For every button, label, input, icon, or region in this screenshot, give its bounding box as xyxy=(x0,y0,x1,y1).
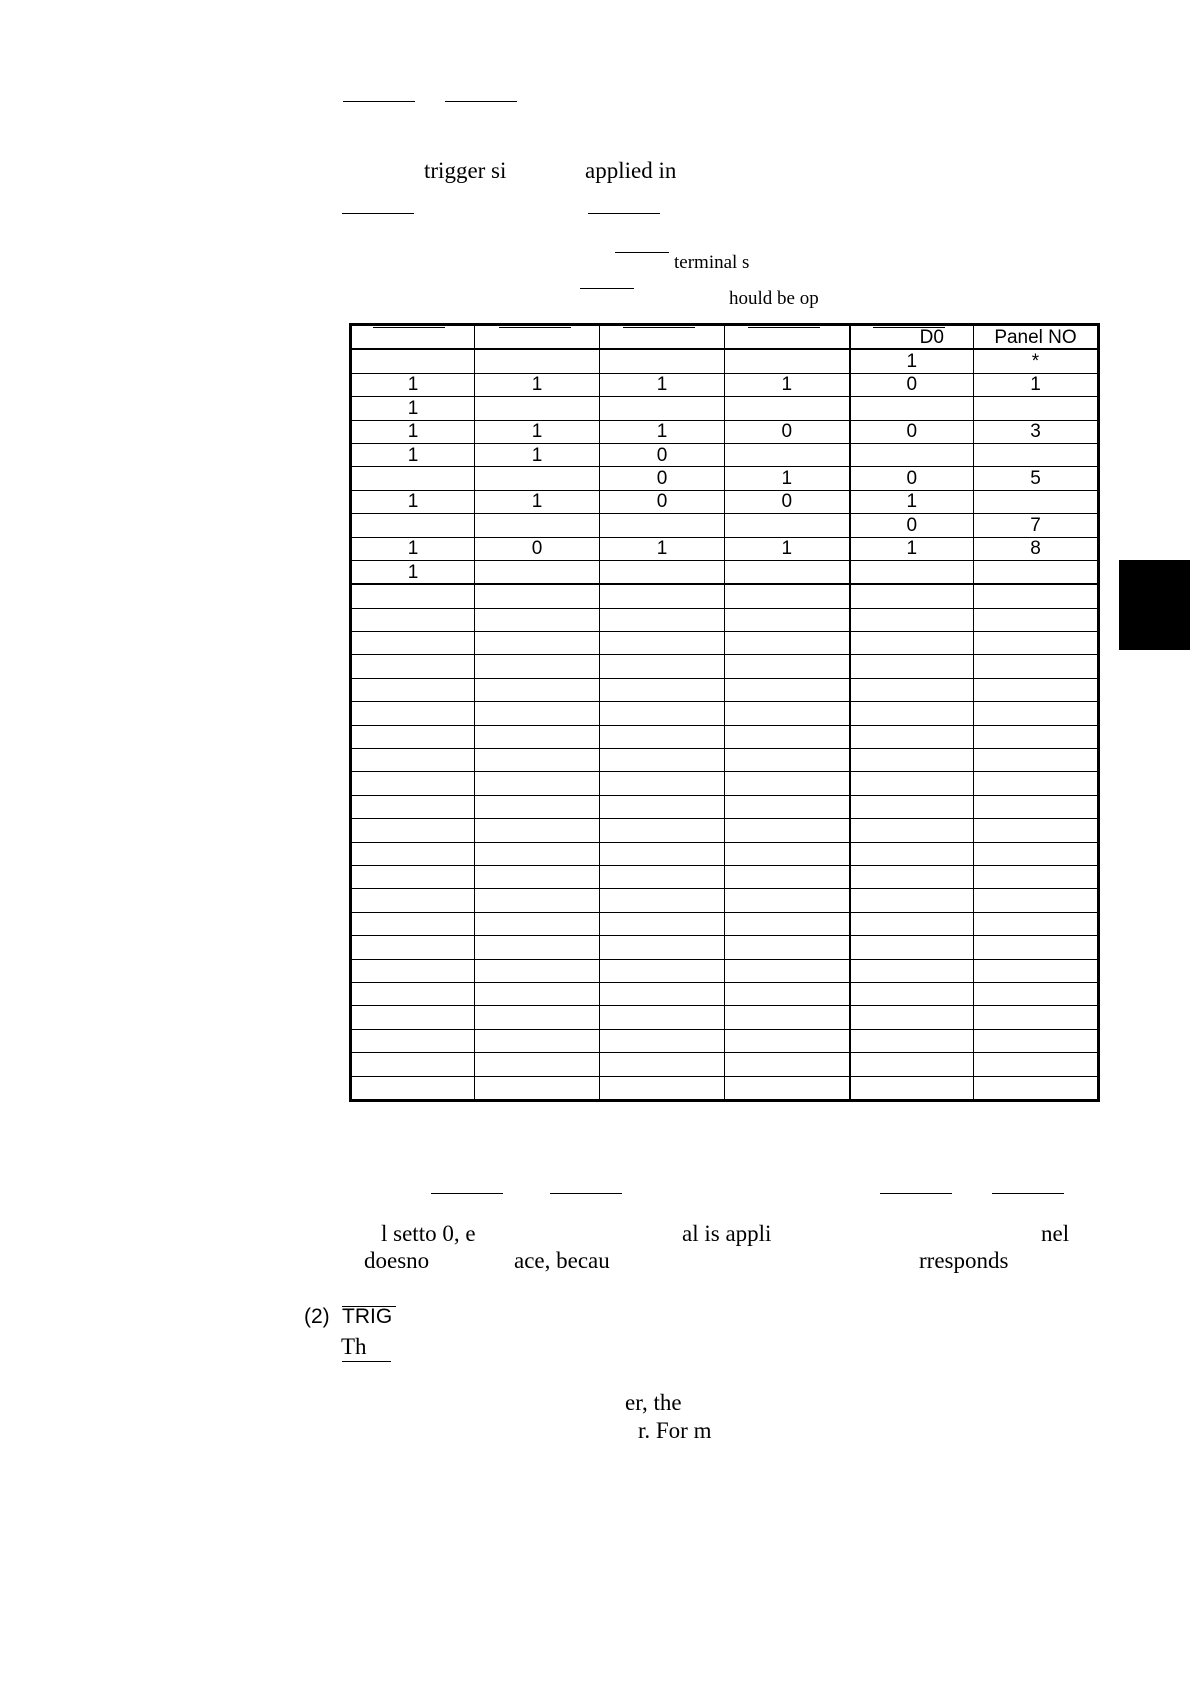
table-cell xyxy=(351,632,475,655)
table-cell: 0 xyxy=(850,420,974,443)
table-cell xyxy=(850,959,974,982)
table-cell xyxy=(351,584,475,608)
table-cell xyxy=(475,842,600,865)
table-cell xyxy=(475,889,600,912)
table-cell: 1 xyxy=(600,537,725,560)
table-cell xyxy=(850,1076,974,1100)
table-cell xyxy=(475,514,600,537)
table-cell xyxy=(850,819,974,842)
table-cell xyxy=(475,749,600,772)
table-row xyxy=(351,537,1099,560)
table-cell xyxy=(351,959,475,982)
table-cell xyxy=(475,349,600,373)
table-cell xyxy=(351,1006,475,1029)
section-number: (2) xyxy=(304,1305,330,1328)
table-row xyxy=(351,819,1099,842)
table-cell xyxy=(475,397,600,420)
table-cell xyxy=(475,1053,600,1076)
table-row xyxy=(351,772,1099,795)
table-cell xyxy=(725,1053,850,1076)
table-cell xyxy=(600,632,725,655)
table-cell: 1 xyxy=(475,420,600,443)
table-cell xyxy=(850,936,974,959)
header-cell xyxy=(600,325,725,350)
table-cell xyxy=(475,725,600,748)
table-cell xyxy=(600,1029,725,1052)
table-cell xyxy=(725,584,850,608)
text-fragment: nel xyxy=(1041,1221,1070,1246)
table-row xyxy=(351,982,1099,1005)
table-cell xyxy=(974,959,1099,982)
table-cell: 1 xyxy=(600,420,725,443)
header-cell xyxy=(725,325,850,350)
table-cell xyxy=(600,702,725,725)
table-cell xyxy=(725,772,850,795)
table-cell: 8 xyxy=(974,537,1099,560)
table-cell xyxy=(725,819,850,842)
table-cell xyxy=(600,1053,725,1076)
table-cell xyxy=(725,912,850,935)
text-fragment: applied in xyxy=(585,158,677,183)
text-fragment: l setto 0, e xyxy=(381,1221,476,1246)
table-cell xyxy=(974,632,1099,655)
table-cell xyxy=(351,349,475,373)
table-row xyxy=(351,443,1099,466)
table-cell: 0 xyxy=(600,467,725,490)
overline-decoration xyxy=(343,101,415,102)
table-cell xyxy=(725,514,850,537)
overline-decoration xyxy=(550,1193,622,1194)
table-cell: 1 xyxy=(850,537,974,560)
table-cell xyxy=(475,1029,600,1052)
table-cell xyxy=(475,936,600,959)
table-cell xyxy=(725,795,850,818)
table-cell xyxy=(850,584,974,608)
table-cell xyxy=(600,889,725,912)
table-cell: 1 xyxy=(351,373,475,396)
table-cell xyxy=(725,842,850,865)
table-cell: 1 xyxy=(351,490,475,513)
table-row xyxy=(351,889,1099,912)
text-fragment: r. For m xyxy=(638,1418,712,1443)
chapter-tab xyxy=(1119,560,1190,650)
table-cell xyxy=(351,702,475,725)
table-cell xyxy=(475,467,600,490)
table-cell xyxy=(725,725,850,748)
table-cell xyxy=(850,560,974,584)
table-cell xyxy=(475,702,600,725)
table-cell xyxy=(974,1029,1099,1052)
panel-select-table xyxy=(349,323,1100,1102)
table-cell xyxy=(974,819,1099,842)
table-cell xyxy=(974,1053,1099,1076)
table-cell xyxy=(725,655,850,678)
table-cell xyxy=(351,678,475,701)
table-cell: 0 xyxy=(600,443,725,466)
table-cell: 1 xyxy=(351,397,475,420)
table-cell xyxy=(850,795,974,818)
table-cell: * xyxy=(974,349,1099,373)
table-cell xyxy=(351,1053,475,1076)
table-row xyxy=(351,678,1099,701)
table-row xyxy=(351,655,1099,678)
text-fragment: doesno xyxy=(364,1248,430,1273)
header-cell xyxy=(475,325,600,350)
table-cell: 1 xyxy=(475,373,600,396)
table-cell: 3 xyxy=(974,420,1099,443)
table-cell xyxy=(725,702,850,725)
table-cell xyxy=(974,749,1099,772)
table-cell xyxy=(600,349,725,373)
table-cell xyxy=(850,1006,974,1029)
table-cell xyxy=(475,632,600,655)
table-cell xyxy=(600,865,725,888)
table-cell xyxy=(600,936,725,959)
table-cell xyxy=(351,795,475,818)
table-cell xyxy=(351,608,475,631)
table-cell: 0 xyxy=(850,514,974,537)
text-fragment: rresponds xyxy=(919,1248,1009,1273)
table-cell xyxy=(974,702,1099,725)
table-cell xyxy=(351,982,475,1005)
table-cell xyxy=(600,397,725,420)
table-cell: 1 xyxy=(351,560,475,584)
table-cell xyxy=(351,912,475,935)
text-fragment: ace, becau xyxy=(514,1248,610,1273)
table-cell xyxy=(351,725,475,748)
overline-decoration xyxy=(880,1193,952,1194)
table-cell xyxy=(850,702,974,725)
table-cell xyxy=(475,982,600,1005)
table-cell xyxy=(850,725,974,748)
text-fragment: al is appli xyxy=(682,1221,772,1246)
table-row xyxy=(351,702,1099,725)
table-cell xyxy=(725,865,850,888)
table-cell xyxy=(600,982,725,1005)
table-cell: 1 xyxy=(725,373,850,396)
table-row xyxy=(351,1076,1099,1100)
table-row xyxy=(351,349,1099,373)
table-cell: 1 xyxy=(600,373,725,396)
table-row xyxy=(351,1053,1099,1076)
table-cell xyxy=(725,1076,850,1100)
text-fragment: terminal s xyxy=(674,252,750,273)
table-cell xyxy=(600,608,725,631)
table-header-row xyxy=(351,325,1099,350)
table-cell xyxy=(351,1076,475,1100)
table-cell xyxy=(725,632,850,655)
table-cell xyxy=(974,772,1099,795)
overline-decoration xyxy=(588,213,660,214)
text-fragment: trigger si xyxy=(424,158,507,183)
table-cell xyxy=(600,514,725,537)
table-cell xyxy=(351,467,475,490)
table-cell: 7 xyxy=(974,514,1099,537)
table-cell xyxy=(475,584,600,608)
table-cell xyxy=(475,865,600,888)
table-cell xyxy=(850,842,974,865)
table-cell xyxy=(351,819,475,842)
table-cell: 1 xyxy=(351,443,475,466)
table-cell: 0 xyxy=(850,467,974,490)
table-cell xyxy=(974,912,1099,935)
text-fragment: hould be op xyxy=(729,288,819,309)
table-cell xyxy=(974,1006,1099,1029)
table-cell: 1 xyxy=(850,490,974,513)
table-cell xyxy=(600,912,725,935)
overline-decoration xyxy=(445,101,517,102)
table-cell xyxy=(351,889,475,912)
table-cell xyxy=(475,959,600,982)
table-row xyxy=(351,632,1099,655)
table-cell xyxy=(475,678,600,701)
table-cell: 5 xyxy=(974,467,1099,490)
table-cell xyxy=(600,655,725,678)
table-cell xyxy=(974,1076,1099,1100)
table-cell xyxy=(600,795,725,818)
table-row xyxy=(351,397,1099,420)
table-cell xyxy=(600,772,725,795)
table-cell xyxy=(725,982,850,1005)
table-cell: 1 xyxy=(725,467,850,490)
header-cell xyxy=(351,325,475,350)
table-cell xyxy=(850,912,974,935)
table-cell xyxy=(974,795,1099,818)
table-row xyxy=(351,420,1099,443)
table-cell xyxy=(725,889,850,912)
table-row xyxy=(351,912,1099,935)
overline-decoration xyxy=(580,288,634,289)
table-cell xyxy=(475,560,600,584)
table-cell: 1 xyxy=(974,373,1099,396)
table-cell xyxy=(600,819,725,842)
table-cell xyxy=(850,443,974,466)
table-row xyxy=(351,959,1099,982)
table-cell xyxy=(850,608,974,631)
table-cell: 0 xyxy=(600,490,725,513)
header-cell: D0 xyxy=(850,325,974,350)
table-cell xyxy=(351,1029,475,1052)
table-cell xyxy=(850,865,974,888)
table-row xyxy=(351,467,1099,490)
table-cell xyxy=(600,1006,725,1029)
table-row xyxy=(351,749,1099,772)
table-cell xyxy=(725,443,850,466)
table-cell xyxy=(475,1076,600,1100)
overline-decoration xyxy=(431,1193,503,1194)
table-cell xyxy=(850,1053,974,1076)
table-cell xyxy=(351,749,475,772)
table-cell xyxy=(725,349,850,373)
table-cell xyxy=(974,490,1099,513)
table-cell xyxy=(475,608,600,631)
table-cell: 0 xyxy=(850,373,974,396)
table-cell: 1 xyxy=(850,349,974,373)
header-cell: Panel NO xyxy=(974,325,1099,350)
text-fragment: er, the xyxy=(625,1390,682,1415)
table-cell: 0 xyxy=(725,490,850,513)
table-cell xyxy=(725,560,850,584)
table-cell xyxy=(850,655,974,678)
table-cell xyxy=(600,749,725,772)
table-cell xyxy=(475,912,600,935)
table-row xyxy=(351,936,1099,959)
table-cell: 0 xyxy=(475,537,600,560)
table-cell xyxy=(351,514,475,537)
table-row xyxy=(351,1029,1099,1052)
table-cell xyxy=(475,819,600,842)
table-cell xyxy=(475,655,600,678)
table-cell xyxy=(475,1006,600,1029)
table-cell xyxy=(974,982,1099,1005)
section-title: TRIG xyxy=(342,1305,393,1328)
table-cell xyxy=(600,678,725,701)
table-cell xyxy=(351,772,475,795)
table-row xyxy=(351,1006,1099,1029)
table-cell xyxy=(850,772,974,795)
table-cell xyxy=(725,749,850,772)
table-cell xyxy=(850,749,974,772)
table-row xyxy=(351,373,1099,396)
table-cell: 1 xyxy=(351,537,475,560)
table-cell xyxy=(725,397,850,420)
table-cell xyxy=(725,678,850,701)
table-cell xyxy=(974,443,1099,466)
text-fragment: Th xyxy=(341,1334,367,1359)
table-cell xyxy=(351,865,475,888)
table-cell: 1 xyxy=(725,537,850,560)
overline-decoration xyxy=(992,1193,1064,1194)
table-cell xyxy=(725,1006,850,1029)
table-cell: 0 xyxy=(725,420,850,443)
table-cell: 1 xyxy=(351,420,475,443)
table-cell xyxy=(850,678,974,701)
table-cell xyxy=(974,584,1099,608)
table-cell xyxy=(850,632,974,655)
table-row xyxy=(351,842,1099,865)
table-row xyxy=(351,490,1099,513)
table-cell xyxy=(850,1029,974,1052)
table-cell xyxy=(974,560,1099,584)
table-cell xyxy=(974,865,1099,888)
table-cell xyxy=(974,842,1099,865)
table-cell xyxy=(974,678,1099,701)
table-cell xyxy=(600,842,725,865)
table-row xyxy=(351,584,1099,608)
table-cell xyxy=(600,1076,725,1100)
table-cell xyxy=(974,889,1099,912)
table-cell xyxy=(850,889,974,912)
table-cell xyxy=(600,560,725,584)
table-cell xyxy=(974,608,1099,631)
table-cell xyxy=(725,959,850,982)
table-cell xyxy=(600,584,725,608)
table-row xyxy=(351,795,1099,818)
table-cell xyxy=(351,655,475,678)
table-row xyxy=(351,560,1099,584)
table-cell xyxy=(725,1029,850,1052)
table-row xyxy=(351,725,1099,748)
table-cell xyxy=(725,936,850,959)
underline-decoration xyxy=(342,1361,391,1362)
overline-decoration xyxy=(615,252,669,253)
table-cell: 1 xyxy=(475,490,600,513)
table-cell xyxy=(351,936,475,959)
table-row xyxy=(351,865,1099,888)
overline-decoration xyxy=(342,213,414,214)
table-cell xyxy=(974,655,1099,678)
table-cell xyxy=(974,397,1099,420)
table-cell xyxy=(725,608,850,631)
table-cell xyxy=(974,725,1099,748)
table-cell xyxy=(974,936,1099,959)
table-cell xyxy=(600,725,725,748)
table-cell xyxy=(475,772,600,795)
table-row xyxy=(351,514,1099,537)
table-cell xyxy=(475,795,600,818)
table-cell xyxy=(850,982,974,1005)
table-cell: 1 xyxy=(475,443,600,466)
table-row xyxy=(351,608,1099,631)
table-cell xyxy=(850,397,974,420)
table-cell xyxy=(351,842,475,865)
table-cell xyxy=(600,959,725,982)
